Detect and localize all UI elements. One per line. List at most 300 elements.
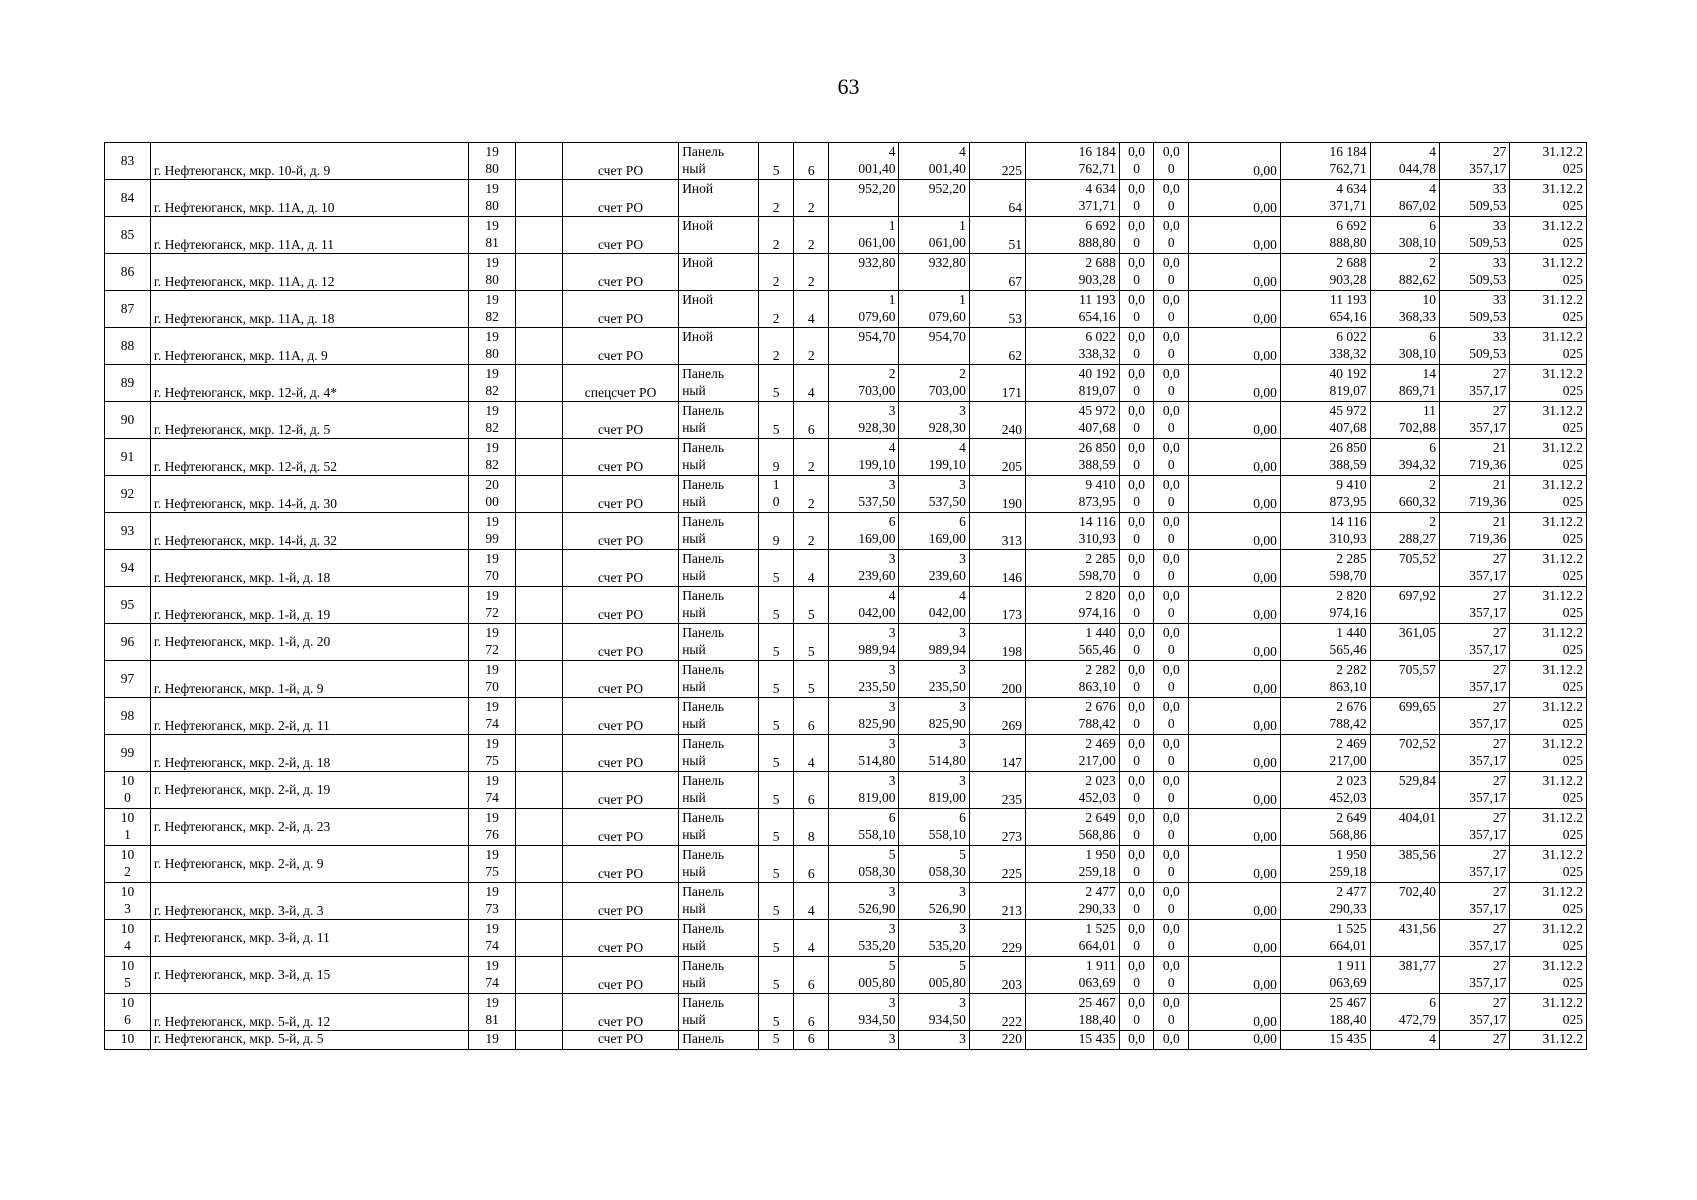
fund-share-1-cell xyxy=(1119,772,1154,809)
cell-line: 025 xyxy=(1562,235,1583,250)
completion-date-cell xyxy=(1510,143,1587,180)
floors-cell: 5 xyxy=(758,809,794,846)
cost-per-sqm-cell xyxy=(1370,846,1439,883)
cell-line: 1 xyxy=(124,827,131,842)
cell-line: 025 xyxy=(1562,716,1583,731)
cell-line: 0 xyxy=(1167,272,1175,287)
cell-line: 19 xyxy=(485,366,499,381)
completion-date-cell xyxy=(1510,809,1587,846)
living-area-cell xyxy=(899,328,969,365)
cell-line: 81 xyxy=(485,1012,499,1027)
entrances-cell: 6 xyxy=(794,846,829,883)
cell-line: 762,71 xyxy=(1329,161,1367,176)
entrances-cell: 8 xyxy=(794,809,829,846)
cell-line: 27 xyxy=(1492,403,1507,418)
cell-line: 19 xyxy=(485,440,499,455)
total-cost-cell xyxy=(1025,624,1119,661)
residents-cell: 203 xyxy=(969,957,1025,994)
row-number-cell xyxy=(105,994,151,1031)
cell-line: 0 xyxy=(1167,790,1175,805)
entrances-cell: 6 xyxy=(794,772,829,809)
cell-line: 76 xyxy=(485,827,499,842)
cell-line: 719,36 xyxy=(1469,457,1507,472)
year-built-cell xyxy=(469,254,516,291)
cell-line: 025 xyxy=(1562,457,1583,472)
wall-material-cell xyxy=(679,809,759,846)
cell-line: 3 xyxy=(124,901,131,916)
fund-share-2-cell: 0,0 xyxy=(1154,1031,1189,1050)
cell-line: 873,95 xyxy=(1329,494,1367,509)
cell-line: 33 xyxy=(1492,181,1507,196)
cell-line: 025 xyxy=(1562,679,1583,694)
row-number-cell xyxy=(105,920,151,957)
cell-line: 509,53 xyxy=(1469,198,1507,213)
cell-line: 199,10 xyxy=(928,457,966,472)
year-built-cell xyxy=(469,476,516,513)
fund-share-3-cell: 0,00 xyxy=(1189,402,1281,439)
cell-line: 2 469 xyxy=(1336,736,1367,751)
cell-line: 31.12.2 xyxy=(1542,625,1583,640)
completion-date-cell: 31.12.2 xyxy=(1510,1031,1587,1050)
cell-line: 31.12.2 xyxy=(1542,847,1583,862)
cell-line: 0 xyxy=(1133,1012,1140,1027)
cell-line: 0,0 xyxy=(1128,588,1146,603)
living-area-cell xyxy=(899,735,969,772)
fund-share-2-cell xyxy=(1154,698,1189,735)
row-number-cell: 99 xyxy=(105,735,151,772)
completion-date-cell xyxy=(1510,402,1587,439)
cell-line: 310,93 xyxy=(1078,531,1116,546)
cell-line: 0,0 xyxy=(1162,625,1180,640)
fund-account-cell: счет РО xyxy=(562,809,678,846)
cell-line: 394,32 xyxy=(1398,457,1436,472)
cell-line: 188,40 xyxy=(1078,1012,1116,1027)
blank-cell xyxy=(516,994,563,1031)
cost-per-sqm-cell xyxy=(1370,809,1439,846)
residents-cell: 222 xyxy=(969,994,1025,1031)
wall-material-cell xyxy=(679,846,759,883)
limit-cost-cell xyxy=(1439,624,1509,661)
table-row xyxy=(105,513,1587,550)
completion-date-cell xyxy=(1510,920,1587,957)
wall-material-cell xyxy=(679,661,759,698)
completion-date-cell xyxy=(1510,698,1587,735)
cell-line: 19 xyxy=(485,810,499,825)
cell-line: 27 xyxy=(1492,551,1507,566)
total-area-cell xyxy=(829,846,899,883)
cell-line: 10 xyxy=(1422,292,1436,307)
cell-line: 0,0 xyxy=(1162,477,1180,492)
cell-line: 0,0 xyxy=(1162,440,1180,455)
address-cell: г. Нефтеюганск, мкр. 11А, д. 12 xyxy=(150,254,468,291)
completion-date-cell xyxy=(1510,476,1587,513)
cell-line: 0 xyxy=(1167,235,1175,250)
cell-line: 288,27 xyxy=(1398,531,1436,546)
total-area-cell xyxy=(829,587,899,624)
row-number-cell: 95 xyxy=(105,587,151,624)
cell-line: 0,0 xyxy=(1128,921,1146,936)
cell-line: Панель xyxy=(682,958,725,973)
cell-line: 26 850 xyxy=(1329,440,1367,455)
cell-line: 3 xyxy=(959,773,966,788)
fund-share-3-cell: 0,00 xyxy=(1189,217,1281,254)
year-built-cell xyxy=(469,661,516,698)
cell-line: 867,02 xyxy=(1398,198,1436,213)
cell-line: ный xyxy=(682,827,706,842)
cell-line: Панель xyxy=(682,551,725,566)
cell-line: 6 xyxy=(959,810,966,825)
cell-line: 664,01 xyxy=(1078,938,1116,953)
fund-share-3-cell: 0,00 xyxy=(1189,550,1281,587)
cell-line: 25 467 xyxy=(1078,995,1116,1010)
cell-line: 310,93 xyxy=(1329,531,1367,546)
cell-line: 0,0 xyxy=(1128,181,1146,196)
fund-share-1-cell: 0,0 xyxy=(1119,1031,1154,1050)
living-area-cell xyxy=(899,698,969,735)
table-row xyxy=(105,254,1587,291)
total-cost-cell xyxy=(1025,143,1119,180)
fund-share-2-cell xyxy=(1154,772,1189,809)
address-cell: г. Нефтеюганск, мкр. 1-й, д. 18 xyxy=(150,550,468,587)
year-built-cell xyxy=(469,217,516,254)
cell-line: 0,0 xyxy=(1162,921,1180,936)
cell-line: 0,0 xyxy=(1128,144,1146,159)
cell-line: 27 xyxy=(1492,958,1507,973)
cell-line: 2 023 xyxy=(1336,773,1367,788)
limit-cost-cell xyxy=(1439,291,1509,328)
total-area-cell xyxy=(829,550,899,587)
cell-line: 514,80 xyxy=(928,753,966,768)
cell-line: 869,71 xyxy=(1398,383,1436,398)
fund-share-2-cell xyxy=(1154,920,1189,957)
row-number-cell: 90 xyxy=(105,402,151,439)
cell-line: 702,40 xyxy=(1398,884,1436,899)
living-area-cell xyxy=(899,587,969,624)
cell-line: 2 649 xyxy=(1085,810,1116,825)
cell-line: 0,0 xyxy=(1162,884,1180,899)
limit-cost-cell xyxy=(1439,846,1509,883)
cell-line: 3 xyxy=(959,551,966,566)
total-area-cell xyxy=(829,883,899,920)
cell-line: 0,0 xyxy=(1128,773,1146,788)
cell-line: 0 xyxy=(1133,753,1140,768)
address-cell: г. Нефтеюганск, мкр. 12-й, д. 52 xyxy=(150,439,468,476)
fund-share-1-cell xyxy=(1119,365,1154,402)
owners-funds-cell xyxy=(1280,661,1370,698)
cell-line: 0 xyxy=(1133,531,1140,546)
owners-funds-cell xyxy=(1280,513,1370,550)
cell-line: 0,0 xyxy=(1162,514,1180,529)
blank-cell xyxy=(516,365,563,402)
owners-funds-cell xyxy=(1280,550,1370,587)
blank-cell xyxy=(516,661,563,698)
cell-line: 0 xyxy=(1167,161,1175,176)
cell-line: 061,00 xyxy=(928,235,966,250)
total-area-cell xyxy=(829,217,899,254)
fund-share-3-cell: 0,00 xyxy=(1189,439,1281,476)
cell-line: 025 xyxy=(1562,901,1583,916)
cell-line: 357,17 xyxy=(1469,975,1507,990)
cell-line: 1 525 xyxy=(1336,921,1367,936)
blank-cell xyxy=(516,402,563,439)
cell-line: 952,20 xyxy=(928,181,966,196)
owners-funds-cell xyxy=(1280,587,1370,624)
cell-line: 361,05 xyxy=(1398,625,1436,640)
entrances-cell: 2 xyxy=(794,254,829,291)
cost-per-sqm-cell xyxy=(1370,587,1439,624)
cell-line: 719,36 xyxy=(1469,531,1507,546)
cell-line: 0,0 xyxy=(1162,144,1180,159)
fund-share-2-cell xyxy=(1154,217,1189,254)
fund-share-1-cell xyxy=(1119,180,1154,217)
limit-cost-cell xyxy=(1439,735,1509,772)
limit-cost-cell xyxy=(1439,402,1509,439)
cell-line: 5 xyxy=(888,847,896,862)
cell-line: 357,17 xyxy=(1469,679,1507,694)
cell-line: 19 xyxy=(485,218,499,233)
fund-share-2-cell xyxy=(1154,550,1189,587)
cell-line: 6 xyxy=(124,1012,131,1027)
cell-line: 025 xyxy=(1562,605,1583,620)
cell-line: 3 xyxy=(959,625,966,640)
cell-line: 188,40 xyxy=(1329,1012,1367,1027)
cell-line: 025 xyxy=(1562,642,1583,657)
year-built-cell xyxy=(469,513,516,550)
cell-line: 819,00 xyxy=(858,790,896,805)
cell-line: 31.12.2 xyxy=(1542,995,1583,1010)
address-cell: г. Нефтеюганск, мкр. 2-й, д. 23 xyxy=(150,809,468,846)
cell-line: 0,0 xyxy=(1162,181,1180,196)
completion-date-cell xyxy=(1510,365,1587,402)
cell-line: Панель xyxy=(682,625,725,640)
limit-cost-cell xyxy=(1439,254,1509,291)
table-row xyxy=(105,291,1587,328)
living-area-cell xyxy=(899,809,969,846)
cell-line: 974,16 xyxy=(1329,605,1367,620)
cell-line: 19 xyxy=(485,329,499,344)
cell-line: 2 xyxy=(888,366,896,381)
year-built-cell xyxy=(469,920,516,957)
cell-line: 27 xyxy=(1492,847,1507,862)
living-area-cell xyxy=(899,254,969,291)
year-built-cell xyxy=(469,846,516,883)
cell-line: 0 xyxy=(1167,1012,1175,1027)
cell-line: 431,56 xyxy=(1398,921,1436,936)
cell-line: 0,0 xyxy=(1162,292,1180,307)
limit-cost-cell xyxy=(1439,661,1509,698)
cell-line: 0,0 xyxy=(1162,810,1180,825)
total-cost-cell xyxy=(1025,957,1119,994)
owners-funds-cell xyxy=(1280,994,1370,1031)
entrances-cell: 6 xyxy=(794,698,829,735)
cell-line: 526,90 xyxy=(858,901,896,916)
fund-account-cell: счет РО xyxy=(562,217,678,254)
cell-line: 025 xyxy=(1562,827,1583,842)
total-cost-cell xyxy=(1025,180,1119,217)
wall-material-cell xyxy=(679,476,759,513)
wall-material-cell xyxy=(679,143,759,180)
fund-share-3-cell: 0,00 xyxy=(1189,883,1281,920)
cost-per-sqm-cell xyxy=(1370,661,1439,698)
table-row xyxy=(105,180,1587,217)
cell-line: 699,65 xyxy=(1398,699,1436,714)
residents-cell: 213 xyxy=(969,883,1025,920)
cell-line: 654,16 xyxy=(1078,309,1116,324)
cell-line: 6 xyxy=(959,514,966,529)
address-cell: г. Нефтеюганск, мкр. 12-й, д. 4* xyxy=(150,365,468,402)
fund-share-1-cell xyxy=(1119,661,1154,698)
floors-cell: 5 xyxy=(758,846,794,883)
cell-line: 3 xyxy=(888,625,896,640)
cell-line: 72 xyxy=(485,642,499,657)
cell-line: Панель xyxy=(682,847,725,862)
cell-line: 1 950 xyxy=(1085,847,1116,862)
cell-line: 954,70 xyxy=(858,329,896,344)
cell-line: 0 xyxy=(1167,679,1175,694)
fund-share-1-cell xyxy=(1119,735,1154,772)
cell-line: 0,0 xyxy=(1128,366,1146,381)
cell-line: 2 285 xyxy=(1336,551,1367,566)
fund-share-1-cell xyxy=(1119,846,1154,883)
fund-account-cell: счет РО xyxy=(562,328,678,365)
cell-line: 31.12.2 xyxy=(1542,144,1583,159)
cell-line: 2 820 xyxy=(1085,588,1116,603)
cell-line: 0,0 xyxy=(1162,773,1180,788)
address-cell: г. Нефтеюганск, мкр. 2-й, д. 19 xyxy=(150,772,468,809)
cell-line: 4 634 xyxy=(1085,181,1116,196)
total-cost-cell xyxy=(1025,365,1119,402)
cell-line: 0 xyxy=(1133,420,1140,435)
cell-line: 9 410 xyxy=(1336,477,1367,492)
cell-line: 0,0 xyxy=(1128,625,1146,640)
cell-line: 5 xyxy=(959,847,966,862)
fund-share-3-cell: 0,00 xyxy=(1189,846,1281,883)
cell-line: 357,17 xyxy=(1469,753,1507,768)
cell-line: ный xyxy=(682,161,706,176)
cell-line: 19 xyxy=(485,699,499,714)
total-cost-cell xyxy=(1025,809,1119,846)
fund-share-1-cell xyxy=(1119,883,1154,920)
address-cell: г. Нефтеюганск, мкр. 2-й, д. 11 xyxy=(150,698,468,735)
living-area-cell xyxy=(899,365,969,402)
fund-share-3-cell: 0,00 xyxy=(1189,624,1281,661)
cell-line: 863,10 xyxy=(1078,679,1116,694)
cell-line: 0,0 xyxy=(1128,736,1146,751)
row-number-cell: 83 xyxy=(105,143,151,180)
cell-line: 934,50 xyxy=(928,1012,966,1027)
year-built-cell xyxy=(469,180,516,217)
owners-funds-cell xyxy=(1280,476,1370,513)
cell-line: 6 692 xyxy=(1336,218,1367,233)
table-row xyxy=(105,550,1587,587)
cell-line: 31.12.2 xyxy=(1542,662,1583,677)
cell-line: 3 xyxy=(888,403,896,418)
cell-line: 042,00 xyxy=(858,605,896,620)
cell-line: 452,03 xyxy=(1329,790,1367,805)
cell-line: 0,0 xyxy=(1162,847,1180,862)
cell-line: 2 xyxy=(1429,477,1436,492)
owners-funds-cell xyxy=(1280,920,1370,957)
cell-line: 19 xyxy=(485,588,499,603)
limit-cost-cell xyxy=(1439,180,1509,217)
owners-funds-cell xyxy=(1280,217,1370,254)
cell-line: 81 xyxy=(485,235,499,250)
cell-line: 0 xyxy=(772,494,780,509)
row-number-cell: 10 xyxy=(105,1031,151,1050)
living-area-cell xyxy=(899,291,969,328)
cell-line: 217,00 xyxy=(1078,753,1116,768)
cell-line: 0 xyxy=(1167,938,1175,953)
blank-cell xyxy=(516,328,563,365)
cell-line: 31.12.2 xyxy=(1542,440,1583,455)
year-built-cell xyxy=(469,291,516,328)
cell-line: 388,59 xyxy=(1078,457,1116,472)
entrances-cell: 2 xyxy=(794,180,829,217)
completion-date-cell xyxy=(1510,550,1587,587)
blank-cell xyxy=(516,254,563,291)
cost-per-sqm-cell xyxy=(1370,883,1439,920)
entrances-cell: 2 xyxy=(794,476,829,513)
cell-line: 1 440 xyxy=(1085,625,1116,640)
wall-material-cell xyxy=(679,439,759,476)
living-area-cell xyxy=(899,772,969,809)
cell-line: 1 525 xyxy=(1085,921,1116,936)
wall-material-cell xyxy=(679,772,759,809)
cell-line: 357,17 xyxy=(1469,420,1507,435)
cell-line: 0,0 xyxy=(1162,588,1180,603)
fund-share-1-cell xyxy=(1119,217,1154,254)
cell-line: 2 xyxy=(124,864,131,879)
cell-line: 3 xyxy=(888,551,896,566)
row-number-cell: 91 xyxy=(105,439,151,476)
completion-date-cell xyxy=(1510,994,1587,1031)
address-cell: г. Нефтеюганск, мкр. 10-й, д. 9 xyxy=(150,143,468,180)
residents-cell: 225 xyxy=(969,846,1025,883)
row-number-cell: 85 xyxy=(105,217,151,254)
entrances-cell: 6 xyxy=(794,402,829,439)
cell-line: 70 xyxy=(485,568,499,583)
cell-line: 819,00 xyxy=(928,790,966,805)
cell-line: 863,10 xyxy=(1329,679,1367,694)
completion-date-cell xyxy=(1510,883,1587,920)
cell-line: 0 xyxy=(1167,568,1175,583)
cell-line: ный xyxy=(682,716,706,731)
cell-line: 025 xyxy=(1562,198,1583,213)
cell-line: 385,56 xyxy=(1398,847,1436,862)
fund-share-1-cell xyxy=(1119,920,1154,957)
wall-material-cell xyxy=(679,328,759,365)
cell-line: 0 xyxy=(1133,790,1140,805)
cell-line: 2 688 xyxy=(1085,255,1116,270)
cell-line: 025 xyxy=(1562,494,1583,509)
owners-funds-cell xyxy=(1280,365,1370,402)
cell-line: 0 xyxy=(1133,827,1140,842)
table-row xyxy=(105,143,1587,180)
cell-line: 239,60 xyxy=(858,568,896,583)
year-built-cell xyxy=(469,772,516,809)
entrances-cell: 6 xyxy=(794,1031,829,1050)
wall-material-cell xyxy=(679,735,759,772)
cell-line: Панель xyxy=(682,699,725,714)
cell-line: Панель xyxy=(682,440,725,455)
cell-line: 058,30 xyxy=(858,864,896,879)
table-row xyxy=(105,217,1587,254)
fund-share-2-cell xyxy=(1154,143,1189,180)
cell-line: 025 xyxy=(1562,346,1583,361)
cell-line: 025 xyxy=(1562,568,1583,583)
living-area-cell xyxy=(899,957,969,994)
cell-line: 6 692 xyxy=(1085,218,1116,233)
